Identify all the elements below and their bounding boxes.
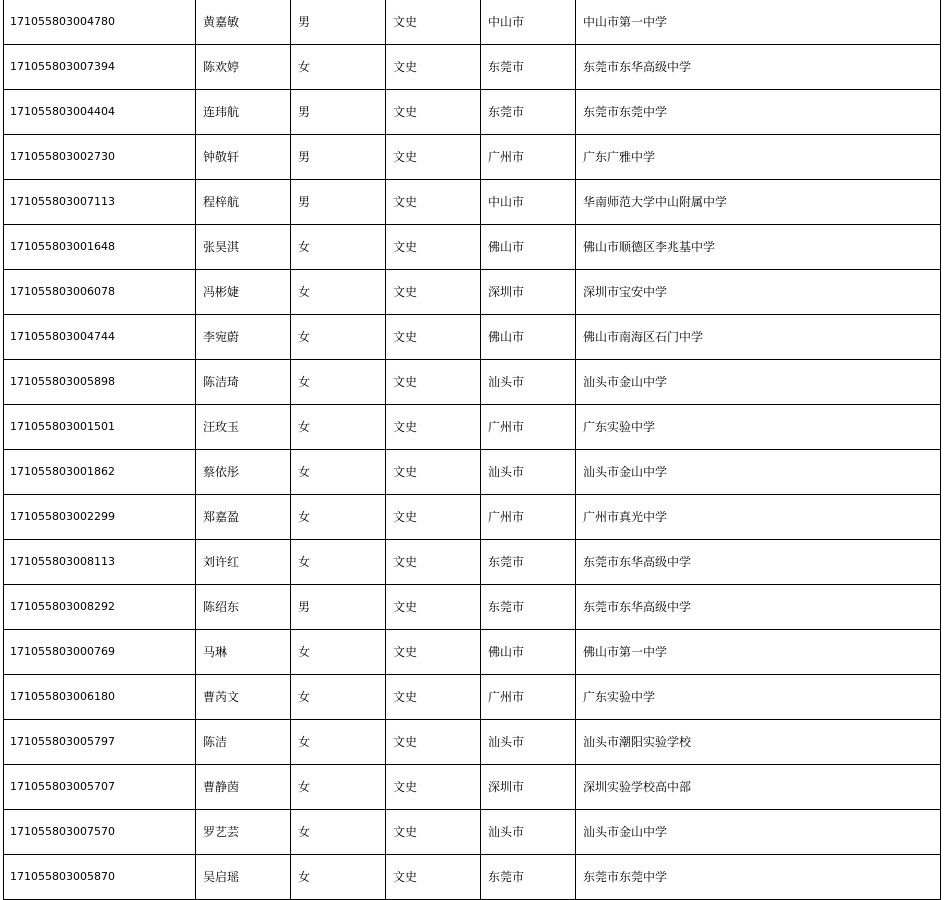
city-cell: 佛山市 [481,315,576,360]
name-cell: 冯彬婕 [196,270,291,315]
gender-cell: 男 [291,180,386,225]
subject-cell: 文史 [386,720,481,765]
subject-cell: 文史 [386,360,481,405]
city-cell: 汕头市 [481,450,576,495]
exam-id-cell: 171055803006180 [4,675,196,720]
subject-cell: 文史 [386,315,481,360]
gender-cell: 女 [291,315,386,360]
city-cell: 东莞市 [481,585,576,630]
city-cell: 东莞市 [481,45,576,90]
table-row [4,270,941,315]
school-cell: 深圳市宝安中学 [576,270,941,315]
school-cell: 佛山市顺德区李兆基中学 [576,225,941,270]
gender-cell: 男 [291,585,386,630]
table-row [4,450,941,495]
name-cell: 曹静茵 [196,765,291,810]
city-cell: 广州市 [481,405,576,450]
city-cell: 汕头市 [481,360,576,405]
table-row [4,720,941,765]
exam-id-cell: 171055803005870 [4,855,196,900]
subject-cell: 文史 [386,450,481,495]
school-cell: 东莞市东华高级中学 [576,540,941,585]
subject-cell: 文史 [386,630,481,675]
name-cell: 汪玫玉 [196,405,291,450]
table-row [4,180,941,225]
gender-cell: 女 [291,45,386,90]
city-cell: 汕头市 [481,810,576,855]
student-roster-table [3,0,941,900]
table-row [4,810,941,855]
name-cell: 连玮航 [196,90,291,135]
school-cell: 佛山市第一中学 [576,630,941,675]
city-cell: 深圳市 [481,765,576,810]
school-cell: 汕头市金山中学 [576,360,941,405]
gender-cell: 女 [291,675,386,720]
exam-id-cell: 171055803005707 [4,765,196,810]
city-cell: 广州市 [481,675,576,720]
subject-cell: 文史 [386,540,481,585]
subject-cell: 文史 [386,765,481,810]
exam-id-cell: 171055803002730 [4,135,196,180]
school-cell: 华南师范大学中山附属中学 [576,180,941,225]
gender-cell: 女 [291,450,386,495]
table-row [4,315,941,360]
city-cell: 东莞市 [481,540,576,585]
gender-cell: 女 [291,765,386,810]
name-cell: 黄嘉敏 [196,0,291,45]
city-cell: 广州市 [481,135,576,180]
subject-cell: 文史 [386,495,481,540]
gender-cell: 男 [291,0,386,45]
table-row [4,0,941,45]
school-cell: 中山市第一中学 [576,0,941,45]
exam-id-cell: 171055803000769 [4,630,196,675]
gender-cell: 女 [291,540,386,585]
table-row [4,135,941,180]
exam-id-cell: 171055803008292 [4,585,196,630]
exam-id-cell: 171055803007570 [4,810,196,855]
subject-cell: 文史 [386,585,481,630]
city-cell: 深圳市 [481,270,576,315]
subject-cell: 文史 [386,135,481,180]
city-cell: 汕头市 [481,720,576,765]
name-cell: 郑嘉盈 [196,495,291,540]
city-cell: 广州市 [481,495,576,540]
table-row [4,630,941,675]
table-row [4,675,941,720]
school-cell: 东莞市东莞中学 [576,90,941,135]
exam-id-cell: 171055803004744 [4,315,196,360]
exam-id-cell: 171055803002299 [4,495,196,540]
city-cell: 东莞市 [481,90,576,135]
exam-id-cell: 171055803006078 [4,270,196,315]
exam-id-cell: 171055803004404 [4,90,196,135]
exam-id-cell: 171055803001648 [4,225,196,270]
school-cell: 广东实验中学 [576,675,941,720]
subject-cell: 文史 [386,675,481,720]
name-cell: 李宛蔚 [196,315,291,360]
school-cell: 佛山市南海区石门中学 [576,315,941,360]
table-row [4,585,941,630]
subject-cell: 文史 [386,180,481,225]
subject-cell: 文史 [386,90,481,135]
table-row [4,45,941,90]
city-cell: 佛山市 [481,630,576,675]
name-cell: 吴启瑶 [196,855,291,900]
school-cell: 汕头市金山中学 [576,450,941,495]
subject-cell: 文史 [386,810,481,855]
name-cell: 陈洁 [196,720,291,765]
city-cell: 中山市 [481,180,576,225]
school-cell: 东莞市东华高级中学 [576,45,941,90]
name-cell: 钟敬轩 [196,135,291,180]
exam-id-cell: 171055803005797 [4,720,196,765]
name-cell: 张昊淇 [196,225,291,270]
exam-id-cell: 171055803001862 [4,450,196,495]
school-cell: 广东实验中学 [576,405,941,450]
name-cell: 曹芮文 [196,675,291,720]
name-cell: 罗艺芸 [196,810,291,855]
exam-id-cell: 171055803001501 [4,405,196,450]
name-cell: 程梓航 [196,180,291,225]
gender-cell: 女 [291,810,386,855]
school-cell: 广东广雅中学 [576,135,941,180]
subject-cell: 文史 [386,45,481,90]
exam-id-cell: 171055803005898 [4,360,196,405]
school-cell: 东莞市东华高级中学 [576,585,941,630]
city-cell: 东莞市 [481,855,576,900]
exam-id-cell: 171055803008113 [4,540,196,585]
name-cell: 陈绍东 [196,585,291,630]
table-row [4,405,941,450]
exam-id-cell: 171055803007113 [4,180,196,225]
school-cell: 东莞市东莞中学 [576,855,941,900]
name-cell: 刘许红 [196,540,291,585]
subject-cell: 文史 [386,270,481,315]
table-row [4,765,941,810]
name-cell: 陈欢婷 [196,45,291,90]
gender-cell: 女 [291,720,386,765]
roster-body [4,0,941,900]
school-cell: 广州市真光中学 [576,495,941,540]
name-cell: 蔡依彤 [196,450,291,495]
exam-id-cell: 171055803007394 [4,45,196,90]
name-cell: 马琳 [196,630,291,675]
city-cell: 中山市 [481,0,576,45]
name-cell: 陈洁琦 [196,360,291,405]
gender-cell: 女 [291,270,386,315]
gender-cell: 女 [291,495,386,540]
school-cell: 深圳实验学校高中部 [576,765,941,810]
table-row [4,360,941,405]
table-row [4,540,941,585]
subject-cell: 文史 [386,855,481,900]
subject-cell: 文史 [386,225,481,270]
school-cell: 汕头市金山中学 [576,810,941,855]
table-row [4,495,941,540]
gender-cell: 男 [291,135,386,180]
gender-cell: 男 [291,90,386,135]
gender-cell: 女 [291,855,386,900]
table-row [4,855,941,900]
subject-cell: 文史 [386,0,481,45]
subject-cell: 文史 [386,405,481,450]
gender-cell: 女 [291,630,386,675]
table-row [4,90,941,135]
gender-cell: 女 [291,225,386,270]
school-cell: 汕头市潮阳实验学校 [576,720,941,765]
table-row [4,225,941,270]
city-cell: 佛山市 [481,225,576,270]
gender-cell: 女 [291,360,386,405]
exam-id-cell: 171055803004780 [4,0,196,45]
gender-cell: 女 [291,405,386,450]
